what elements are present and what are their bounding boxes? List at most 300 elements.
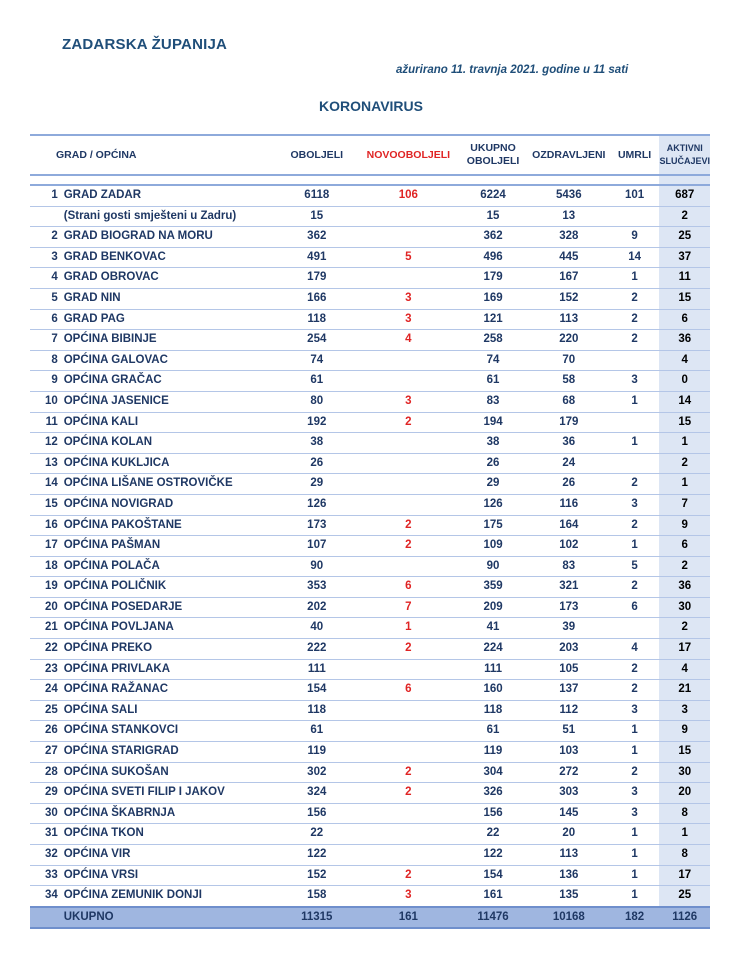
row-aktivni: 21	[659, 680, 710, 701]
row-ozdravljeni: 70	[528, 350, 610, 371]
row-oboljeli: 152	[275, 865, 358, 886]
row-oboljeli: 29	[275, 474, 358, 495]
row-number: 11	[30, 412, 61, 433]
row-umrli: 3	[610, 700, 660, 721]
row-umrli: 4	[610, 639, 660, 660]
table-row	[30, 515, 710, 536]
row-ozdravljeni: 51	[528, 721, 610, 742]
row-umrli: 1	[610, 886, 660, 907]
row-novooboljeli: 1	[359, 618, 459, 639]
row-novooboljeli	[359, 494, 459, 515]
row-name: OPĆINA ŠKABRNJA	[61, 803, 275, 824]
row-oboljeli: 15	[275, 206, 358, 227]
row-name: OPĆINA ZEMUNIK DONJI	[61, 886, 275, 907]
col-header-novooboljeli: NOVOOBOLJELI	[359, 135, 459, 175]
row-novooboljeli	[359, 227, 459, 248]
row-number: 22	[30, 639, 61, 660]
row-number: 23	[30, 659, 61, 680]
table-row	[30, 309, 710, 330]
row-name: OPĆINA GRAČAC	[61, 371, 275, 392]
row-name: GRAD BIOGRAD NA MORU	[61, 227, 275, 248]
row-ukupno: 359	[458, 577, 528, 598]
table-row	[30, 618, 710, 639]
row-novooboljeli	[359, 659, 459, 680]
row-umrli: 2	[610, 288, 660, 309]
row-name: OPĆINA RAŽANAC	[61, 680, 275, 701]
table-row	[30, 206, 710, 227]
row-number: 31	[30, 824, 61, 845]
row-oboljeli: 179	[275, 268, 358, 289]
table-row	[30, 783, 710, 804]
row-ukupno: 74	[458, 350, 528, 371]
row-aktivni: 1	[659, 474, 710, 495]
row-aktivni: 15	[659, 742, 710, 763]
row-ukupno: 41	[458, 618, 528, 639]
row-umrli: 101	[610, 185, 660, 206]
row-number: 15	[30, 494, 61, 515]
row-ukupno: 26	[458, 453, 528, 474]
total-novooboljeli: 161	[359, 907, 459, 929]
col-header-aktivni	[659, 135, 710, 175]
row-number: 13	[30, 453, 61, 474]
table-body	[30, 175, 710, 907]
table-row	[30, 227, 710, 248]
covid-table	[30, 134, 710, 929]
row-number: 29	[30, 783, 61, 804]
row-aktivni: 17	[659, 639, 710, 660]
row-number: 27	[30, 742, 61, 763]
row-umrli: 2	[610, 330, 660, 351]
table-row	[30, 824, 710, 845]
table-row	[30, 577, 710, 598]
table-row	[30, 391, 710, 412]
row-ozdravljeni: 103	[528, 742, 610, 763]
row-umrli: 1	[610, 721, 660, 742]
row-number: 5	[30, 288, 61, 309]
row-number: 4	[30, 268, 61, 289]
row-umrli: 2	[610, 515, 660, 536]
col-header-ukupno-line1: UKUPNO	[470, 142, 516, 154]
row-name: OPĆINA PAKOŠTANE	[61, 515, 275, 536]
table-row	[30, 639, 710, 660]
row-name: OPĆINA SALI	[61, 700, 275, 721]
table-row	[30, 700, 710, 721]
row-ukupno: 160	[458, 680, 528, 701]
row-oboljeli: 107	[275, 536, 358, 557]
row-oboljeli: 118	[275, 700, 358, 721]
row-novooboljeli: 2	[359, 783, 459, 804]
row-aktivni: 1	[659, 433, 710, 454]
table-row	[30, 762, 710, 783]
row-novooboljeli: 7	[359, 597, 459, 618]
row-novooboljeli: 2	[359, 412, 459, 433]
row-ukupno: 15	[458, 206, 528, 227]
row-number: 24	[30, 680, 61, 701]
row-aktivni: 1	[659, 824, 710, 845]
row-number: 28	[30, 762, 61, 783]
row-umrli: 2	[610, 474, 660, 495]
row-umrli: 2	[610, 577, 660, 598]
row-name: OPĆINA SVETI FILIP I JAKOV	[61, 783, 275, 804]
row-novooboljeli	[359, 700, 459, 721]
row-ukupno: 161	[458, 886, 528, 907]
row-novooboljeli: 5	[359, 247, 459, 268]
row-ozdravljeni: 136	[528, 865, 610, 886]
table-row	[30, 680, 710, 701]
row-aktivni: 7	[659, 494, 710, 515]
row-novooboljeli: 106	[359, 185, 459, 206]
row-ozdravljeni: 445	[528, 247, 610, 268]
row-ukupno: 126	[458, 494, 528, 515]
row-number: 26	[30, 721, 61, 742]
row-oboljeli: 192	[275, 412, 358, 433]
row-number: 21	[30, 618, 61, 639]
row-name: OPĆINA PRIVLAKA	[61, 659, 275, 680]
row-novooboljeli: 6	[359, 680, 459, 701]
row-novooboljeli	[359, 350, 459, 371]
row-ukupno: 304	[458, 762, 528, 783]
row-novooboljeli	[359, 803, 459, 824]
row-oboljeli: 118	[275, 309, 358, 330]
row-umrli: 2	[610, 309, 660, 330]
row-aktivni: 9	[659, 721, 710, 742]
row-oboljeli: 158	[275, 886, 358, 907]
row-oboljeli: 80	[275, 391, 358, 412]
row-novooboljeli: 2	[359, 639, 459, 660]
row-umrli	[610, 206, 660, 227]
row-aktivni: 4	[659, 659, 710, 680]
total-oboljeli: 11315	[275, 907, 358, 929]
row-umrli: 3	[610, 803, 660, 824]
row-ukupno: 362	[458, 227, 528, 248]
table-row	[30, 886, 710, 907]
row-number: 25	[30, 700, 61, 721]
row-novooboljeli	[359, 742, 459, 763]
row-number: 16	[30, 515, 61, 536]
row-ozdravljeni: 173	[528, 597, 610, 618]
row-aktivni: 36	[659, 330, 710, 351]
row-name: OPĆINA JASENICE	[61, 391, 275, 412]
row-name: OPĆINA PAŠMAN	[61, 536, 275, 557]
table-header-row	[30, 135, 710, 175]
row-novooboljeli: 4	[359, 330, 459, 351]
row-novooboljeli: 2	[359, 762, 459, 783]
row-umrli: 1	[610, 824, 660, 845]
row-ukupno: 194	[458, 412, 528, 433]
row-oboljeli: 22	[275, 824, 358, 845]
row-name: OPĆINA KUKLJICA	[61, 453, 275, 474]
row-ozdravljeni: 179	[528, 412, 610, 433]
row-aktivni: 30	[659, 762, 710, 783]
row-ozdravljeni: 113	[528, 309, 610, 330]
table-row	[30, 659, 710, 680]
row-oboljeli: 40	[275, 618, 358, 639]
row-number: 12	[30, 433, 61, 454]
row-oboljeli: 154	[275, 680, 358, 701]
row-aktivni: 8	[659, 845, 710, 866]
row-ukupno: 326	[458, 783, 528, 804]
row-oboljeli: 254	[275, 330, 358, 351]
row-ukupno: 209	[458, 597, 528, 618]
row-novooboljeli: 2	[359, 515, 459, 536]
row-aktivni: 6	[659, 536, 710, 557]
section-heading	[0, 98, 748, 114]
row-umrli	[610, 350, 660, 371]
row-ozdravljeni: 203	[528, 639, 610, 660]
row-ukupno: 258	[458, 330, 528, 351]
row-novooboljeli	[359, 556, 459, 577]
row-ozdravljeni: 105	[528, 659, 610, 680]
row-umrli: 1	[610, 742, 660, 763]
row-number: 6	[30, 309, 61, 330]
row-ukupno: 224	[458, 639, 528, 660]
row-aktivni: 687	[659, 185, 710, 206]
row-novooboljeli	[359, 453, 459, 474]
row-oboljeli: 491	[275, 247, 358, 268]
table-row	[30, 845, 710, 866]
row-number: 19	[30, 577, 61, 598]
row-oboljeli: 156	[275, 803, 358, 824]
table-row	[30, 494, 710, 515]
row-ozdravljeni: 272	[528, 762, 610, 783]
row-aktivni: 20	[659, 783, 710, 804]
row-name: OPĆINA POLIČNIK	[61, 577, 275, 598]
row-umrli: 2	[610, 680, 660, 701]
row-aktivni: 36	[659, 577, 710, 598]
row-umrli: 1	[610, 268, 660, 289]
row-number: 17	[30, 536, 61, 557]
row-novooboljeli: 3	[359, 309, 459, 330]
row-ukupno: 179	[458, 268, 528, 289]
row-name: OPĆINA POVLJANA	[61, 618, 275, 639]
heading-text: KORONAVIRUS	[319, 98, 423, 114]
row-aktivni: 30	[659, 597, 710, 618]
row-aktivni: 25	[659, 886, 710, 907]
row-oboljeli: 61	[275, 371, 358, 392]
row-novooboljeli	[359, 268, 459, 289]
table-row	[30, 453, 710, 474]
row-name: OPĆINA STARIGRAD	[61, 742, 275, 763]
row-ozdravljeni: 26	[528, 474, 610, 495]
row-ukupno: 90	[458, 556, 528, 577]
row-ukupno: 6224	[458, 185, 528, 206]
row-novooboljeli	[359, 371, 459, 392]
row-number: 7	[30, 330, 61, 351]
total-label: UKUPNO	[61, 907, 275, 929]
row-ukupno: 22	[458, 824, 528, 845]
row-umrli: 1	[610, 536, 660, 557]
row-ozdravljeni: 116	[528, 494, 610, 515]
row-oboljeli: 26	[275, 453, 358, 474]
row-ukupno: 61	[458, 721, 528, 742]
row-ukupno: 122	[458, 845, 528, 866]
row-aktivni: 17	[659, 865, 710, 886]
row-ozdravljeni: 328	[528, 227, 610, 248]
row-ozdravljeni: 13	[528, 206, 610, 227]
row-ukupno: 111	[458, 659, 528, 680]
table-row	[30, 371, 710, 392]
row-name: OPĆINA KALI	[61, 412, 275, 433]
row-name: (Strani gosti smješteni u Zadru)	[61, 206, 275, 227]
row-aktivni: 3	[659, 700, 710, 721]
row-ozdravljeni: 167	[528, 268, 610, 289]
row-name: GRAD NIN	[61, 288, 275, 309]
table-row	[30, 742, 710, 763]
row-oboljeli: 38	[275, 433, 358, 454]
row-aktivni: 0	[659, 371, 710, 392]
row-name: OPĆINA POLAČA	[61, 556, 275, 577]
row-number: 30	[30, 803, 61, 824]
row-ukupno: 38	[458, 433, 528, 454]
row-ozdravljeni: 145	[528, 803, 610, 824]
row-oboljeli: 61	[275, 721, 358, 742]
row-umrli: 3	[610, 783, 660, 804]
row-ozdravljeni: 303	[528, 783, 610, 804]
row-number: 2	[30, 227, 61, 248]
row-number: 10	[30, 391, 61, 412]
row-aktivni: 15	[659, 288, 710, 309]
row-ozdravljeni: 152	[528, 288, 610, 309]
row-name: GRAD BENKOVAC	[61, 247, 275, 268]
row-ukupno: 83	[458, 391, 528, 412]
row-aktivni: 4	[659, 350, 710, 371]
table-row	[30, 721, 710, 742]
row-number: 34	[30, 886, 61, 907]
row-ozdravljeni: 220	[528, 330, 610, 351]
table-row	[30, 536, 710, 557]
row-umrli: 6	[610, 597, 660, 618]
spacer-row	[30, 175, 710, 185]
row-oboljeli: 173	[275, 515, 358, 536]
row-name: OPĆINA PREKO	[61, 639, 275, 660]
row-ukupno: 29	[458, 474, 528, 495]
row-umrli: 2	[610, 659, 660, 680]
row-novooboljeli	[359, 845, 459, 866]
row-ozdravljeni: 321	[528, 577, 610, 598]
row-oboljeli: 166	[275, 288, 358, 309]
row-aktivni: 14	[659, 391, 710, 412]
row-novooboljeli: 6	[359, 577, 459, 598]
row-name: OPĆINA VRSI	[61, 865, 275, 886]
col-header-ukupno	[458, 135, 528, 175]
table-row	[30, 185, 710, 206]
row-oboljeli: 126	[275, 494, 358, 515]
row-ozdravljeni: 137	[528, 680, 610, 701]
row-ozdravljeni: 24	[528, 453, 610, 474]
row-aktivni: 37	[659, 247, 710, 268]
col-header-name: GRAD / OPĆINA	[30, 135, 275, 175]
row-ozdravljeni: 36	[528, 433, 610, 454]
row-aktivni: 2	[659, 453, 710, 474]
row-ukupno: 121	[458, 309, 528, 330]
row-ukupno: 496	[458, 247, 528, 268]
row-novooboljeli	[359, 474, 459, 495]
row-novooboljeli: 2	[359, 865, 459, 886]
row-ozdravljeni: 20	[528, 824, 610, 845]
row-oboljeli: 119	[275, 742, 358, 763]
row-number: 18	[30, 556, 61, 577]
row-name: OPĆINA VIR	[61, 845, 275, 866]
row-name: GRAD OBROVAC	[61, 268, 275, 289]
table-row	[30, 597, 710, 618]
row-name: OPĆINA NOVIGRAD	[61, 494, 275, 515]
row-ozdravljeni: 39	[528, 618, 610, 639]
row-umrli: 3	[610, 371, 660, 392]
row-number	[30, 206, 61, 227]
row-aktivni: 25	[659, 227, 710, 248]
row-oboljeli: 111	[275, 659, 358, 680]
row-name: GRAD PAG	[61, 309, 275, 330]
row-ukupno: 118	[458, 700, 528, 721]
total-ukupno: 11476	[458, 907, 528, 929]
row-oboljeli: 122	[275, 845, 358, 866]
row-name: OPĆINA GALOVAC	[61, 350, 275, 371]
row-oboljeli: 90	[275, 556, 358, 577]
table-row	[30, 556, 710, 577]
col-header-ukupno-line2: OBOLJELI	[466, 155, 520, 167]
row-ozdravljeni: 112	[528, 700, 610, 721]
row-name: OPĆINA POSEDARJE	[61, 597, 275, 618]
row-novooboljeli: 3	[359, 391, 459, 412]
col-header-ozdravljeni: OZDRAVLJENI	[528, 135, 610, 175]
row-ozdravljeni: 102	[528, 536, 610, 557]
row-aktivni: 9	[659, 515, 710, 536]
table-row	[30, 288, 710, 309]
table-row	[30, 474, 710, 495]
row-novooboljeli	[359, 721, 459, 742]
row-novooboljeli	[359, 824, 459, 845]
row-number: 14	[30, 474, 61, 495]
col-header-aktivni-line1: AKTIVNI	[666, 143, 703, 153]
row-umrli: 1	[610, 845, 660, 866]
row-ukupno: 109	[458, 536, 528, 557]
row-aktivni: 2	[659, 556, 710, 577]
row-oboljeli: 353	[275, 577, 358, 598]
row-ozdravljeni: 135	[528, 886, 610, 907]
row-aktivni: 11	[659, 268, 710, 289]
table-row	[30, 865, 710, 886]
row-name: OPĆINA TKON	[61, 824, 275, 845]
row-novooboljeli	[359, 433, 459, 454]
row-novooboljeli: 3	[359, 288, 459, 309]
row-oboljeli: 302	[275, 762, 358, 783]
row-ozdravljeni: 68	[528, 391, 610, 412]
row-ozdravljeni: 164	[528, 515, 610, 536]
row-number: 8	[30, 350, 61, 371]
row-ozdravljeni: 5436	[528, 185, 610, 206]
row-aktivni: 2	[659, 206, 710, 227]
row-name: OPĆINA LIŠANE OSTROVIČKE	[61, 474, 275, 495]
row-umrli: 9	[610, 227, 660, 248]
row-oboljeli: 324	[275, 783, 358, 804]
row-novooboljeli: 3	[359, 886, 459, 907]
row-umrli: 5	[610, 556, 660, 577]
row-ukupno: 156	[458, 803, 528, 824]
row-novooboljeli	[359, 206, 459, 227]
row-umrli	[610, 453, 660, 474]
row-ozdravljeni: 58	[528, 371, 610, 392]
table-row	[30, 247, 710, 268]
col-header-aktivni-line2: SLUČAJEVI	[659, 156, 710, 166]
row-oboljeli: 6118	[275, 185, 358, 206]
row-number: 32	[30, 845, 61, 866]
row-umrli: 2	[610, 762, 660, 783]
row-aktivni: 8	[659, 803, 710, 824]
row-ukupno: 154	[458, 865, 528, 886]
row-umrli: 1	[610, 865, 660, 886]
row-name: OPĆINA KOLAN	[61, 433, 275, 454]
col-header-oboljeli: OBOLJELI	[275, 135, 358, 175]
